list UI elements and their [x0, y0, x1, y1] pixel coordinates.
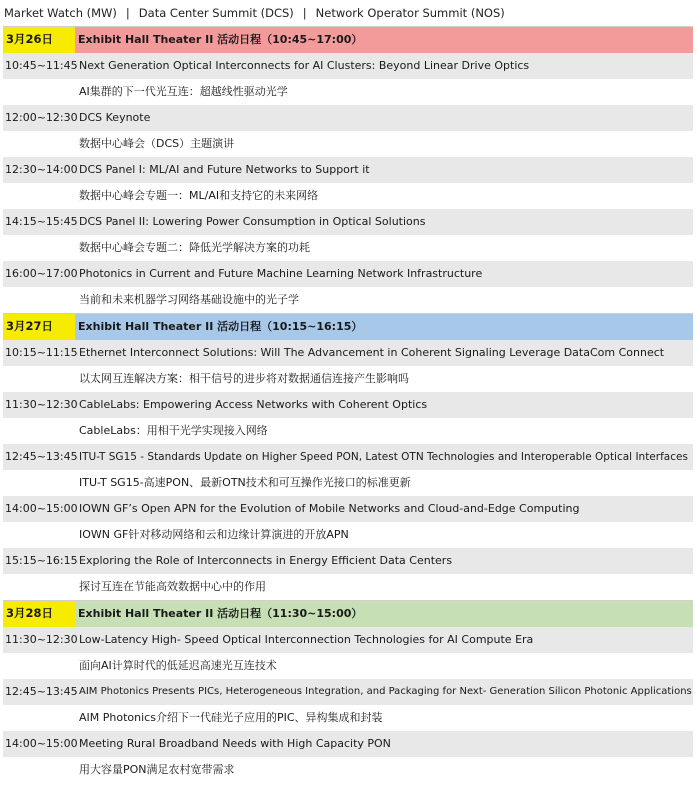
day-title: Exhibit Hall Theater II 活动日程（11:30~15:00） — [78, 607, 363, 620]
time-spacer — [3, 757, 75, 783]
track-dcs: Data Center Summit (DCS) — [138, 6, 294, 20]
session-row — [3, 392, 693, 418]
session-title-en: Exploring the Role of Interconnects in Energy Efficient Data Centers — [79, 554, 453, 567]
time-spacer — [3, 183, 75, 209]
session-row-translation — [3, 366, 693, 392]
session-time: 10:45~11:45 — [5, 59, 78, 72]
session-title-zh: ITU-T SG15-高速PON、最新OTN技术和可互操作光接口的标准更新 — [79, 476, 411, 489]
track-nos: Network Operator Summit (NOS) — [315, 6, 505, 20]
session-title-en: Low-Latency High- Speed Optical Interconnection Technologies for AI Compute Era — [79, 633, 534, 646]
session-title-zh: 用大容量PON满足农村宽带需求 — [79, 763, 235, 776]
time-spacer — [3, 366, 75, 392]
session-time: 12:00~12:30 — [5, 111, 78, 124]
session-row — [3, 627, 693, 653]
track-separator: | — [125, 6, 130, 20]
session-time: 14:00~15:00 — [5, 737, 78, 750]
time-spacer — [3, 470, 75, 496]
day-header — [3, 313, 693, 340]
day-date: 3月26日 — [3, 27, 75, 53]
time-spacer — [3, 418, 75, 444]
session-time: 11:30~12:30 — [5, 398, 78, 411]
day-header — [3, 26, 693, 53]
session-row — [3, 105, 693, 131]
track-list — [0, 0, 697, 26]
session-title-en: Next Generation Optical Interconnects for AI Clusters: Beyond Linear Drive Optics — [79, 59, 530, 72]
session-row — [3, 209, 693, 235]
session-time: 14:15~15:45 — [5, 215, 78, 228]
session-time: 12:45~13:45 — [5, 685, 78, 698]
session-row — [3, 340, 693, 366]
session-row — [3, 679, 693, 705]
session-row — [3, 444, 693, 470]
session-title-zh: AI集群的下一代光互连：超越线性驱动光学 — [79, 85, 288, 98]
session-title-zh: 面向AI计算时代的低延迟高速光互连技术 — [79, 659, 277, 672]
session-title-zh: IOWN GF针对移动网络和云和边缘计算演进的开放APN — [79, 528, 349, 541]
session-title-zh: CableLabs：用相干光学实现接入网络 — [79, 424, 268, 437]
session-title-en: IOWN GF’s Open APN for the Evolution of Mobile Networks and Cloud-and-Edge Computing — [79, 502, 580, 515]
session-row-translation — [3, 522, 693, 548]
session-row-translation — [3, 79, 693, 105]
session-title-en: AIM Photonics Presents PICs, Heterogeneous Integration, and Packaging for Next- Generation Silicon Photonic Applications — [79, 686, 692, 697]
session-title-en: Meeting Rural Broadband Needs with High Capacity PON — [79, 737, 391, 750]
session-title-zh: AIM Photonics介绍下一代硅光子应用的PIC、异构集成和封装 — [79, 711, 383, 724]
day-date: 3月27日 — [3, 314, 75, 340]
session-row-translation — [3, 757, 693, 783]
session-row — [3, 53, 693, 79]
session-row-translation — [3, 470, 693, 496]
session-time: 12:30~14:00 — [5, 163, 78, 176]
time-spacer — [3, 653, 75, 679]
session-title-zh: 以太网互连解决方案：相干信号的进步将对数据通信连接产生影响吗 — [79, 372, 409, 385]
session-row — [3, 496, 693, 522]
time-spacer — [3, 522, 75, 548]
session-title-zh: 探讨互连在节能高效数据中心中的作用 — [79, 580, 266, 593]
session-row — [3, 261, 693, 287]
session-title-en: CableLabs: Empowering Access Networks with Coherent Optics — [79, 398, 428, 411]
session-title-zh: 数据中心峰会专题二：降低光学解决方案的功耗 — [79, 241, 310, 254]
time-spacer — [3, 287, 75, 313]
session-row-translation — [3, 653, 693, 679]
session-row — [3, 548, 693, 574]
session-title-zh: 当前和未来机器学习网络基础设施中的光子学 — [79, 293, 299, 306]
session-row-translation — [3, 418, 693, 444]
day-title: Exhibit Hall Theater II 活动日程（10:15~16:15） — [78, 320, 363, 333]
day-title: Exhibit Hall Theater II 活动日程（10:45~17:00） — [78, 33, 363, 46]
time-spacer — [3, 705, 75, 731]
session-row-translation — [3, 131, 693, 157]
session-row-translation — [3, 183, 693, 209]
session-title-en: ITU-T SG15 - Standards Update on Higher Speed PON, Latest OTN Technologies and Interoperable Optical Interfaces — [79, 451, 688, 463]
track-mw: Market Watch (MW) — [4, 6, 117, 20]
day-header — [3, 600, 693, 627]
session-row-translation — [3, 287, 693, 313]
session-title-en: Ethernet Interconnect Solutions: Will The Advancement in Coherent Signaling Leverage DataCom Connect — [79, 346, 665, 359]
session-time: 11:30~12:30 — [5, 633, 78, 646]
session-title-zh: 数据中心峰会专题一：ML/AI和支持它的未来网络 — [79, 189, 319, 202]
session-title-en: DCS Keynote — [79, 111, 151, 124]
schedule-table — [0, 26, 697, 783]
session-time: 16:00~17:00 — [5, 267, 78, 280]
day-date: 3月28日 — [3, 601, 75, 627]
session-time: 14:00~15:00 — [5, 502, 78, 515]
time-spacer — [3, 235, 75, 261]
session-title-en: DCS Panel I: ML/AI and Future Networks to Support it — [79, 163, 370, 176]
session-title-zh: 数据中心峰会（DCS）主题演讲 — [79, 137, 235, 150]
session-title-en: Photonics in Current and Future Machine Learning Network Infrastructure — [79, 267, 483, 280]
session-title-en: DCS Panel II: Lowering Power Consumption in Optical Solutions — [79, 215, 426, 228]
time-spacer — [3, 131, 75, 157]
session-row-translation — [3, 235, 693, 261]
session-row-translation — [3, 705, 693, 731]
session-time: 12:45~13:45 — [5, 450, 78, 463]
track-separator: | — [302, 6, 307, 20]
time-spacer — [3, 574, 75, 600]
session-row — [3, 157, 693, 183]
session-time: 15:15~16:15 — [5, 554, 78, 567]
time-spacer — [3, 79, 75, 105]
session-row — [3, 731, 693, 757]
session-time: 10:15~11:15 — [5, 346, 78, 359]
session-row-translation — [3, 574, 693, 600]
